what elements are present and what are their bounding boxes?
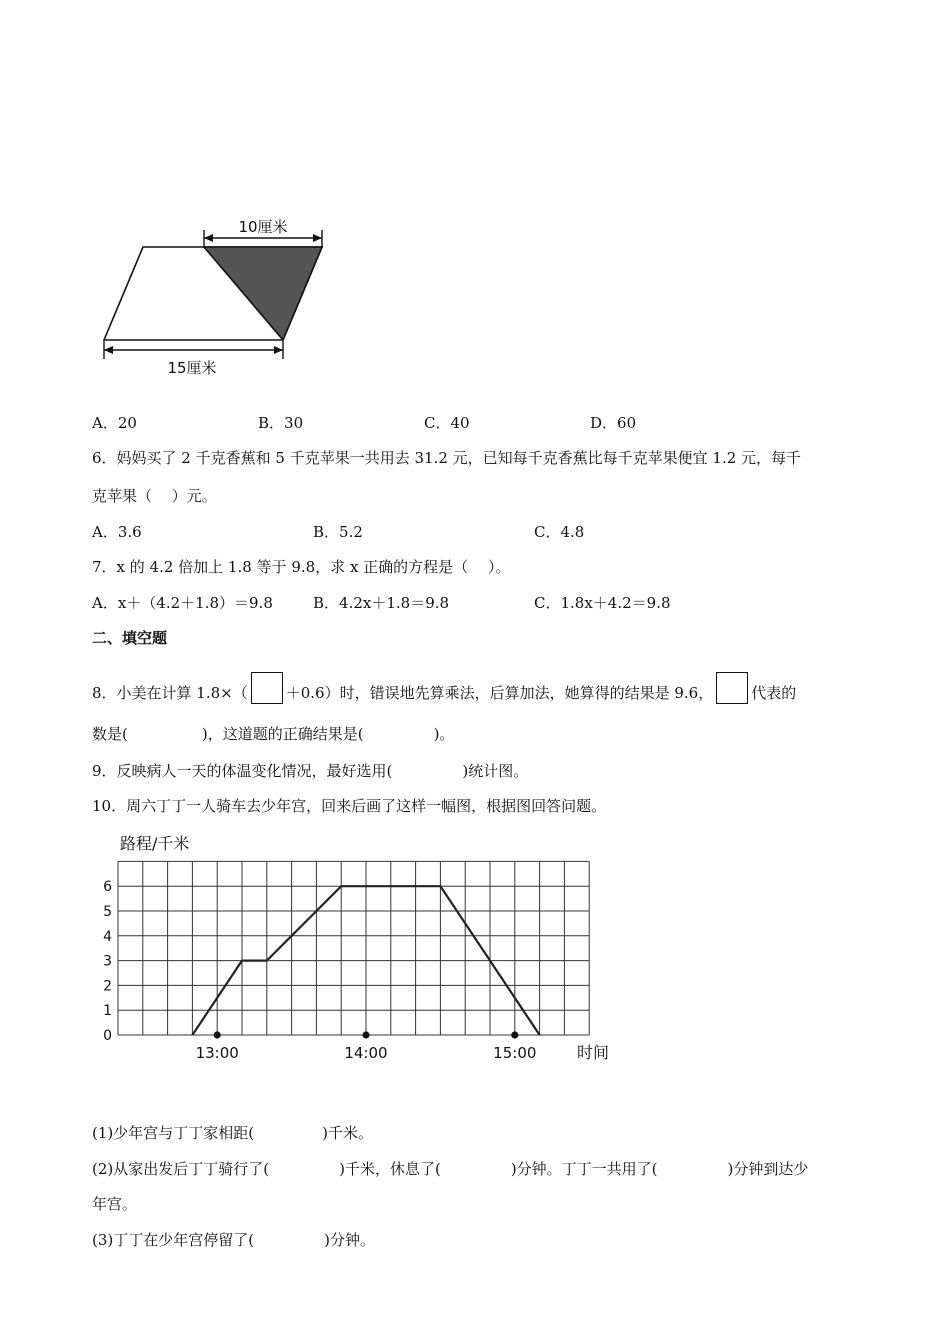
option-value: 4.2x＋1.8＝9.8 <box>339 594 450 612</box>
q6-option-a[interactable] <box>92 521 142 542</box>
q5-option-a[interactable] <box>92 412 137 433</box>
option-value: 4.8 <box>560 523 585 541</box>
q8-text-part3: 代表的 <box>751 684 797 702</box>
x-tick-label: 13:00 <box>195 1044 239 1062</box>
option-letter: C． <box>534 523 561 541</box>
x-tick-dot <box>511 1031 518 1038</box>
q9-text <box>92 760 528 781</box>
option-letter: B． <box>313 594 340 612</box>
option-value: 1.8x＋4.2＝9.8 <box>560 594 671 612</box>
q5-option-d[interactable] <box>590 412 636 433</box>
q6-line1: 6．妈妈买了 2 千克香蕉和 5 千克苹果一共用去 31.2 元，已知每千克香蕉比每千克苹果便宜 1.2 元，每千 <box>92 449 802 467</box>
y-tick-label: 1 <box>103 1003 112 1020</box>
answer-box[interactable] <box>251 672 283 704</box>
q10-text: )分钟到达少 <box>727 1160 809 1178</box>
x-tick-dot <box>362 1031 369 1038</box>
option-letter: C． <box>534 594 561 612</box>
q6-line2: 克苹果（ ）元。 <box>92 487 217 505</box>
y-tick-label: 5 <box>103 904 112 920</box>
x-tick-labels <box>196 1031 537 1062</box>
chart-grid <box>118 861 589 1035</box>
q7-text: 7．x 的 4.2 倍加上 1.8 等于 9.8，求 x 正确的方程是（ ）。 <box>92 558 511 576</box>
q9-text-a: 9．反映病人一天的体温变化情况，最好选用( <box>92 762 393 780</box>
shaded-triangle <box>204 247 322 340</box>
option-letter: A． <box>92 594 118 612</box>
q8-line2 <box>92 723 454 744</box>
x-tick-label: 15:00 <box>493 1044 537 1062</box>
q8-line1 <box>92 678 796 710</box>
x-tick-dot <box>214 1031 221 1038</box>
q7-option-b[interactable] <box>313 592 449 613</box>
q9-text-b: )统计图。 <box>462 762 529 780</box>
option-letter: A． <box>92 414 118 432</box>
y-tick-labels <box>103 879 112 1044</box>
q10-text: )千米，休息了( <box>339 1160 441 1178</box>
q8-text: )。 <box>433 725 455 743</box>
q6-option-c[interactable] <box>534 521 584 542</box>
option-value: 30 <box>284 414 304 432</box>
q10-text: (3)丁丁在少年宫停留了( <box>92 1231 255 1249</box>
q10-text: (2)从家出发后丁丁骑行了( <box>92 1160 270 1178</box>
q10-text: )分钟。丁丁一共用了( <box>510 1160 658 1178</box>
y-tick-label: 6 <box>103 879 112 896</box>
q8-text: 数是( <box>92 725 128 743</box>
q10-sub3 <box>92 1229 375 1250</box>
q10-text: 10．周六丁丁一人骑车去少年宫，回来后画了这样一幅图，根据图回答问题。 <box>92 797 607 815</box>
q8-text-part2: ＋0.6）时，错误地先算乘法，后算加法，她算得的结果是 9.6， <box>285 684 714 702</box>
bottom-arrow-right <box>274 346 283 354</box>
trapezoid-figure <box>95 210 335 385</box>
option-value: 60 <box>617 414 637 432</box>
q10-text: )千米。 <box>322 1124 373 1142</box>
option-letter: B． <box>258 414 285 432</box>
y-tick-label: 0 <box>103 1028 112 1044</box>
y-tick-label: 3 <box>103 953 112 970</box>
option-letter: C． <box>424 414 451 432</box>
q5-option-c[interactable] <box>424 412 470 433</box>
bottom-length-label: 15厘米 <box>167 359 217 377</box>
q10-text: )分钟。 <box>324 1231 375 1249</box>
top-arrow-left <box>204 234 213 242</box>
option-value: x＋（4.2＋1.8）＝9.8 <box>117 594 273 612</box>
q10-sub2 <box>92 1158 808 1179</box>
option-value: 40 <box>450 414 470 432</box>
bottom-arrow-left <box>104 346 113 354</box>
option-letter: D． <box>590 414 618 432</box>
x-axis-label: 时间 <box>577 1043 610 1062</box>
option-value: 3.6 <box>117 523 142 541</box>
option-value: 5.2 <box>339 523 363 541</box>
q8-text: )，这道题的正确结果是( <box>201 725 364 743</box>
q7-option-c[interactable] <box>534 592 671 613</box>
top-length-label: 10厘米 <box>238 218 288 236</box>
section-title: 二、填空题 <box>92 629 168 647</box>
q10-sub2-line2: 年宫。 <box>92 1195 138 1213</box>
y-axis-label: 路程/千米 <box>120 834 190 853</box>
top-arrow-right <box>313 234 322 242</box>
x-tick-label: 14:00 <box>344 1044 388 1062</box>
q10-sub1 <box>92 1122 373 1143</box>
q7-option-a[interactable] <box>92 592 273 613</box>
distance-time-chart <box>0 825 650 1070</box>
option-letter: B． <box>313 523 340 541</box>
q8-text-part1: 8．小美在计算 1.8×（ <box>92 684 248 702</box>
option-letter: A． <box>92 523 118 541</box>
option-value: 20 <box>117 414 137 432</box>
y-tick-label: 2 <box>103 978 112 995</box>
answer-box[interactable] <box>716 672 748 704</box>
q6-option-b[interactable] <box>313 521 363 542</box>
y-tick-label: 4 <box>103 928 112 945</box>
q5-option-b[interactable] <box>258 412 303 433</box>
q10-text: (1)少年宫与丁丁家相距( <box>92 1124 255 1142</box>
